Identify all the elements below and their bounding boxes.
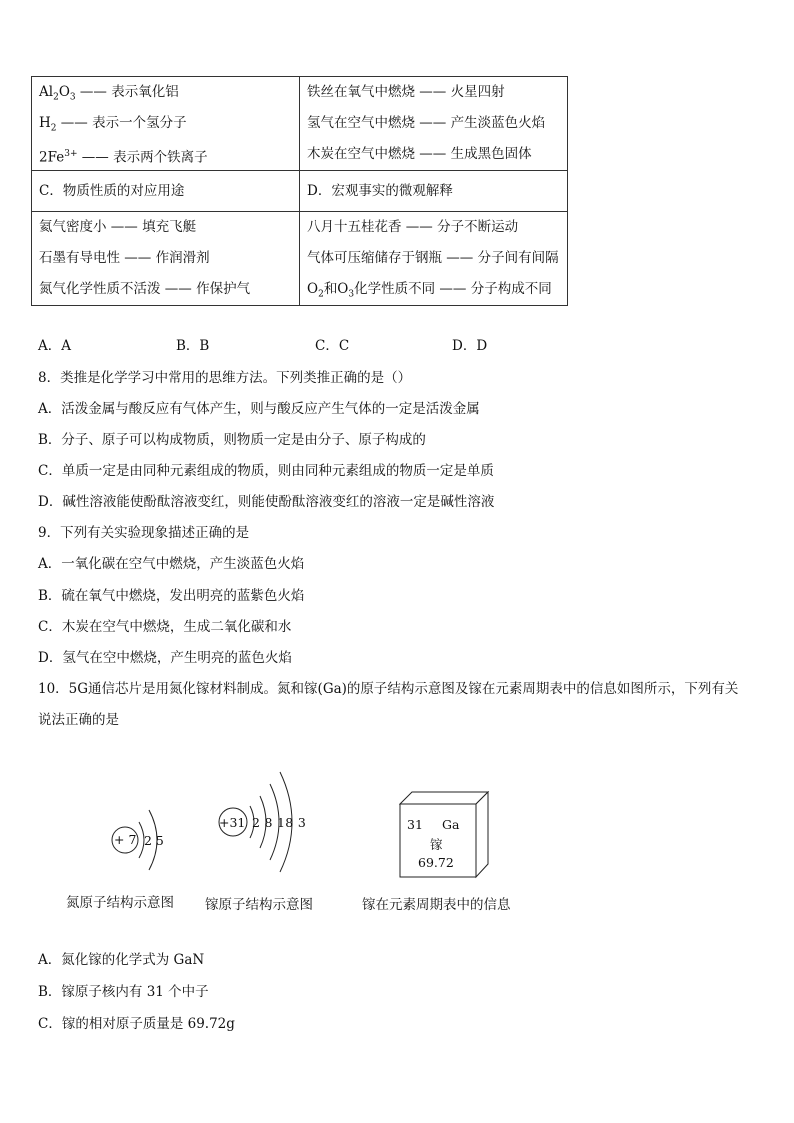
table-line: 石墨有导电性 —— 作润滑剂 (39, 250, 210, 266)
subscript: 3 (69, 92, 76, 103)
table-header-c: C．物质性质的对应用途 (32, 171, 300, 212)
nitrogen-electrons-label: 2 5 (144, 833, 164, 848)
q7-option-c[interactable]: C．C (315, 338, 350, 354)
nitrogen-nucleus-label: + 7 (114, 832, 137, 847)
formula-text: O (307, 281, 319, 297)
q10-stem-line2: 说法正确的是 (38, 712, 119, 728)
q8-option-a[interactable]: A．活泼金属与酸反应有气体产生，则与酸反应产生气体的一定是活泼金属 (38, 401, 480, 417)
q10-option-b[interactable]: B．镓原子核内有 31 个中子 (38, 984, 209, 1000)
formula-text: O (58, 84, 70, 100)
q10-option-c[interactable]: C．镓的相对原子质量是 69.72g (38, 1016, 235, 1032)
formula-text: 2Fe (39, 149, 65, 166)
q7-option-b[interactable]: B．B (176, 338, 210, 354)
q10-stem-line1: 10．5G通信芯片是用氮化镓材料制成。氮和镓(Ga)的原子结构示意图及镓在元素周期表中的信息如图所示，下列有关 (38, 681, 739, 697)
q7-option-a[interactable]: A．A (38, 338, 71, 354)
subscript: 2 (53, 92, 59, 103)
gallium-nucleus-label: +31 (219, 815, 246, 830)
table-line (307, 274, 567, 305)
table-cell-a (32, 77, 300, 171)
table-cell-b (300, 77, 568, 171)
nitrogen-caption: 氮原子结构示意图 (66, 895, 174, 911)
q7-option-d[interactable]: D．D (452, 338, 488, 354)
formula-text: H (39, 115, 51, 131)
q8-option-d[interactable]: D．碱性溶液能使酚酞溶液变红，则能使酚酞溶液变红的溶液一定是碱性溶液 (38, 494, 495, 510)
q10-option-a[interactable]: A．氮化镓的化学式为 GaN (38, 952, 205, 968)
q9-option-a[interactable]: A．一氧化碳在空气中燃烧，产生淡蓝色火焰 (38, 556, 305, 572)
line-text: —— 表示两个铁离子 (77, 149, 208, 166)
table-line (39, 108, 299, 139)
element-symbol: Ga (442, 817, 460, 832)
q7-table (31, 76, 568, 306)
table-line: 木炭在空气中燃烧 —— 生成黑色固体 (307, 146, 532, 162)
q9-stem: 9．下列有关实验现象描述正确的是 (38, 525, 250, 541)
element-name: 镓 (430, 837, 443, 852)
line-text: 化学性质不同 —— 分子构成不同 (354, 281, 552, 297)
table-line: 氢气在空气中燃烧 —— 产生淡蓝色火焰 (307, 115, 546, 131)
table-cell-d (300, 212, 568, 306)
formula-text: 和O (323, 281, 349, 297)
table-line: 氦气密度小 —— 填充飞艇 (39, 219, 197, 235)
line-text: —— 表示一个氢分子 (56, 115, 187, 131)
periodic-cell-caption: 镓在元素周期表中的信息 (362, 897, 511, 913)
q9-option-c[interactable]: C．木炭在空气中燃烧，生成二氧化碳和水 (38, 619, 292, 635)
gallium-caption: 镓原子结构示意图 (205, 897, 313, 913)
subscript: 3 (348, 289, 355, 300)
table-line: 铁丝在氧气中燃烧 —— 火星四射 (307, 84, 505, 100)
q8-option-b[interactable]: B．分子、原子可以构成物质，则物质一定是由分子、原子构成的 (38, 432, 426, 448)
q8-stem: 8．类推是化学学习中常用的思维方法。下列类推正确的是（） (38, 370, 412, 386)
q8-option-c[interactable]: C．单质一定是由同种元素组成的物质，则由同种元素组成的物质一定是单质 (38, 463, 494, 479)
cell-top-face (400, 792, 488, 804)
line-text: —— 表示氧化铝 (75, 84, 179, 100)
subscript: 2 (318, 289, 324, 300)
table-cell-c (32, 212, 300, 306)
table-line: 氮气化学性质不活泼 —— 作保护气 (39, 281, 251, 297)
cell-side-face (476, 792, 488, 877)
element-number: 31 (407, 817, 423, 832)
q9-option-b[interactable]: B．硫在氧气中燃烧，发出明亮的蓝紫色火焰 (38, 588, 305, 604)
q7-options (38, 334, 738, 356)
table-header-d: D．宏观事实的微观解释 (300, 171, 568, 212)
superscript: 3+ (64, 149, 78, 159)
table-line: 气体可压缩储存于钢瓶 —— 分子间有间隔 (307, 250, 559, 266)
subscript: 2 (50, 123, 57, 134)
element-mass: 69.72 (418, 855, 454, 870)
formula-text: Al (39, 84, 54, 100)
q9-option-d[interactable]: D．氢气在空中燃烧，产生明亮的蓝色火焰 (38, 650, 292, 666)
table-line (39, 77, 299, 108)
table-line: 八月十五桂花香 —— 分子不断运动 (307, 219, 519, 235)
gallium-electrons-label: 2 8 18 3 (252, 815, 307, 830)
table-line (39, 139, 299, 170)
